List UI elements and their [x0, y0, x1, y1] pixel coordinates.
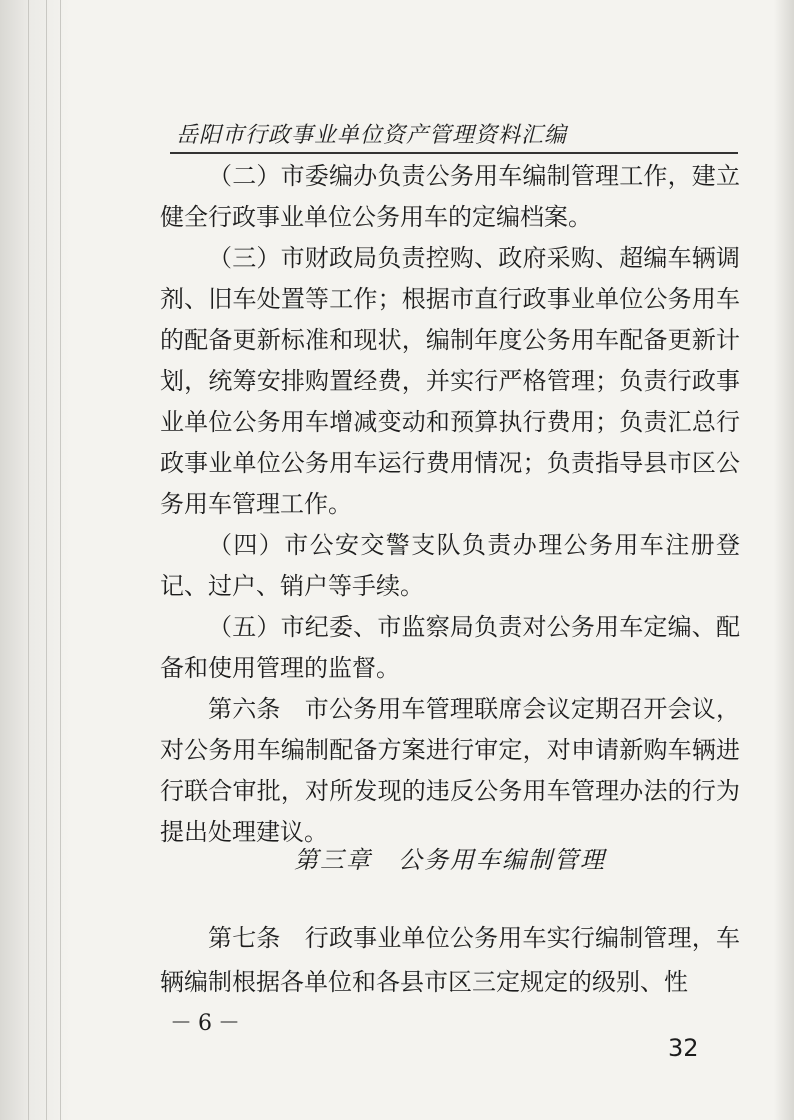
- page-stack-line: [60, 0, 61, 1120]
- chapter-heading: 第三章 公务用车编制管理: [294, 846, 606, 874]
- page-stack-line: [28, 0, 29, 1120]
- page-stack-line: [46, 0, 47, 1120]
- page-edge-right: [774, 0, 794, 1120]
- body-text: [160, 156, 740, 853]
- article-paragraph: 第七条 行政事业单位公务用车实行编制管理，车辆编制根据各单位和各县市区三定规定的级别、性: [160, 924, 740, 996]
- body-text-continued: [160, 916, 740, 1004]
- paragraph: （二）市委编办负责公务用车编制管理工作，建立健全行政事业单位公务用车的定编档案。: [160, 162, 740, 231]
- paragraph: （三）市财政局负责控购、政府采购、超编车辆调剂、旧车处置等工作；根据市直行政事业单位公务用车的配备更新标准和现状，编制年度公务用车配备更新计划，统筹安排购置经费，并实行严格管理；负责行政事业单位公务用车增减变动和预算执行费用；负责汇总行政事业单位公务用车运行费用情况；负责指导县市区公务用车管理工作。: [160, 244, 740, 518]
- paragraph: （五）市纪委、市监察局负责对公务用车定编、配备和使用管理的监督。: [160, 613, 740, 682]
- paragraph: （四）市公安交警支队负责办理公务用车注册登记、过户、销户等手续。: [160, 531, 740, 600]
- header-rule: [170, 152, 738, 154]
- page-number: 32: [668, 1034, 699, 1062]
- article-paragraph: 第六条 市公务用车管理联席会议定期召开会议，对公务用车编制配备方案进行审定，对申请新购车辆进行联合审批，对所发现的违反公务用车管理办法的行为提出处理建议。: [160, 695, 740, 846]
- running-header: 岳阳市行政事业单位资产管理资料汇编: [176, 123, 568, 148]
- folio-number: －6－: [170, 1011, 246, 1036]
